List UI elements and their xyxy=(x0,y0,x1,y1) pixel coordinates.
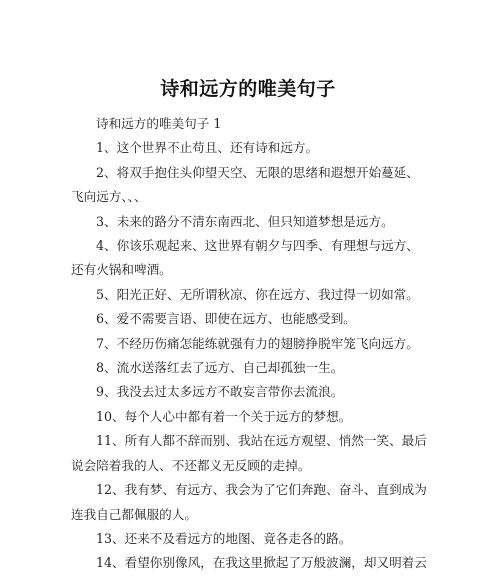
paragraph: 3、未来的路分不清东南西北、但只知道梦想是远方。 xyxy=(96,213,394,229)
document-title: 诗和远方的唯美句子 xyxy=(160,78,336,100)
paragraph: 6、爱不需要言语、即使在远方、也能感受到。 xyxy=(96,311,356,327)
paragraph: 10、每个人心中都有着一个关于远方的梦想。 xyxy=(96,408,352,424)
paragraph: 1、这个世界不止苟且、还有诗和远方。 xyxy=(96,140,319,156)
paragraph: 12、我有梦、有远方、我会为了它们奔跑、奋斗、直到成为连我自己都佩服的人。 xyxy=(71,482,427,522)
paragraph: 2、将双手抱住头仰望天空、无限的思绪和遐想开始蔓延、飞向远方、、、 xyxy=(71,164,419,205)
paragraph: 5、阳光正好、无所谓秋凉、你在远方、我过得一切如常。 xyxy=(96,286,419,302)
document-body xyxy=(71,112,427,576)
paragraph: 9、我没去过太多远方不敢妄言带你去流浪。 xyxy=(96,384,344,400)
paragraph-heading: 诗和远方的唯美句子 1 xyxy=(96,116,222,131)
paragraph: 4、你该乐观起来、这世界有朝夕与四季、有理想与远方、还有火锅和啤酒。 xyxy=(71,238,419,278)
paragraph-cut-off: 14、看望你别像风，在我这里掀起了万般波澜，却又明着云 xyxy=(96,555,427,571)
paragraph: 13、还来不及看远方的地图、竟各走各的路。 xyxy=(96,530,352,546)
paragraph: 11、所有人都不辞而别、我站在远方观望、悄然一笑、最后说会陪着我的人、不还都义无反顾的走掉。 xyxy=(71,433,427,473)
paragraph: 8、流水送落红去了远方、自己却孤独一生。 xyxy=(96,360,344,376)
paragraph: 7、不经历伤痛怎能练就强有力的翅膀挣脱牢笼飞向远方。 xyxy=(96,335,419,351)
